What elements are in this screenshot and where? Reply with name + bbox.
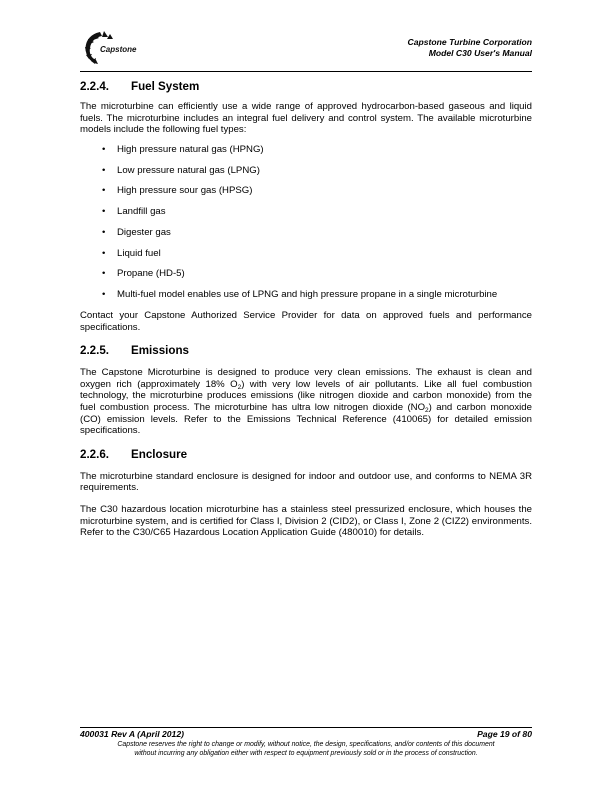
enclosure-paragraph-1: The microturbine standard enclosure is designed for indoor and outdoor use, and conforms to NEMA 3R requirements.: [80, 470, 532, 494]
fuel-type-list: [80, 144, 532, 301]
disclaimer: [80, 741, 532, 758]
section-heading-enclosure: [80, 448, 532, 462]
list-item: [80, 248, 532, 260]
section-number: 2.2.4.: [80, 80, 110, 93]
company-name: Capstone Turbine Corporation: [407, 37, 532, 47]
list-item: [80, 227, 532, 239]
disclaimer-line-2: without incurring any obligation either with respect to equipment previously sold or in the process of construction.: [134, 749, 478, 757]
list-item-text: Digester gas: [117, 226, 171, 238]
section-title: Emissions: [131, 344, 189, 358]
bullet-icon: •: [102, 226, 106, 238]
fuel-contact-paragraph: Contact your Capstone Authorized Service Provider for data on approved fuels and performance specifications.: [80, 310, 532, 333]
list-item-text: Propane (HD-5): [117, 268, 185, 280]
bullet-icon: •: [102, 247, 106, 259]
page-body: [80, 80, 532, 539]
subscript: 2: [237, 383, 242, 391]
footer-divider: [80, 727, 532, 728]
list-item-text: High pressure sour gas (HPSG): [117, 185, 253, 197]
section-heading-fuel-system: [80, 80, 532, 94]
fuel-intro-paragraph: The microturbine can efficiently use a wide range of approved hydrocarbon-based gaseous and liquid fuels. The microturbine includes an integral fuel delivery and control system. The available microturbine models include the following fuel types:: [80, 101, 532, 136]
emissions-text-part: ) with very low levels of air pollutants. Like all fuel combustion technology, the microturbine produces emissions (like nitrogen dioxide and carbon monoxide) from the fuel combustion process. The microturbine has ultra low nitrogen dioxide (NO: [80, 378, 533, 413]
enclosure-paragraph-2: The C30 hazardous location microturbine has a stainless steel pressurized enclosure, which houses the microturbine system, and is certified for Class I, Division 2 (CID2), or Class I, Zone 2 (CIZ2) environments. Refer to the C30/C65 Hazardous Location Application Guide (480010) for details.: [80, 503, 532, 539]
emissions-text-part: The Capstone Microturbine is designed to produce very clean emissions. The exhaust is clean and oxygen rich (approximately 18% O: [80, 367, 532, 390]
bullet-icon: •: [102, 143, 106, 155]
header-title-block: [408, 37, 532, 59]
section-title: Enclosure: [131, 447, 188, 461]
page-header: [80, 28, 532, 74]
bullet-icon: •: [102, 206, 106, 218]
emissions-text-part: ) and carbon monoxide (CO) emission levels. Refer to the Emissions Technical Reference (410065) for detailed emission specifications.: [80, 402, 532, 437]
page-number: Page 19 of 80: [477, 729, 532, 739]
bullet-icon: •: [102, 289, 106, 301]
section-heading-emissions: [80, 344, 532, 358]
list-item: [80, 165, 532, 177]
section-number: 2.2.5.: [80, 344, 110, 358]
bullet-icon: •: [102, 164, 106, 176]
list-item-text: Multi-fuel model enables use of LPNG and high pressure propane in a single microturbine: [117, 289, 498, 301]
list-item: [80, 206, 532, 218]
list-item-text: High pressure natural gas (HPNG): [117, 143, 264, 155]
list-item: [80, 185, 532, 197]
section-title: Fuel System: [131, 80, 200, 93]
list-item-text: Landfill gas: [117, 206, 166, 218]
bullet-icon: •: [102, 268, 106, 280]
emissions-paragraph: [80, 367, 532, 437]
list-item-text: Low pressure natural gas (LPNG): [117, 164, 260, 176]
list-item: [80, 144, 532, 156]
list-item: [80, 268, 532, 280]
list-item: [80, 289, 532, 301]
header-divider: [80, 71, 532, 72]
disclaimer-line-1: Capstone reserves the right to change or modify, without notice, the design, specifications, and/or contents of this document: [117, 741, 495, 748]
page-footer: [80, 729, 532, 758]
footer-row: [80, 729, 532, 740]
section-number: 2.2.6.: [80, 447, 110, 461]
document-id: 400031 Rev A (April 2012): [80, 729, 184, 739]
manual-name: Model C30 User's Manual: [428, 48, 532, 58]
logo-wordmark: Capstone: [100, 45, 137, 54]
bullet-icon: •: [102, 185, 106, 197]
list-item-text: Liquid fuel: [117, 247, 161, 259]
capstone-logo: [80, 28, 152, 68]
capstone-turbine-logo-icon: [80, 28, 152, 68]
subscript: 2: [425, 407, 429, 414]
